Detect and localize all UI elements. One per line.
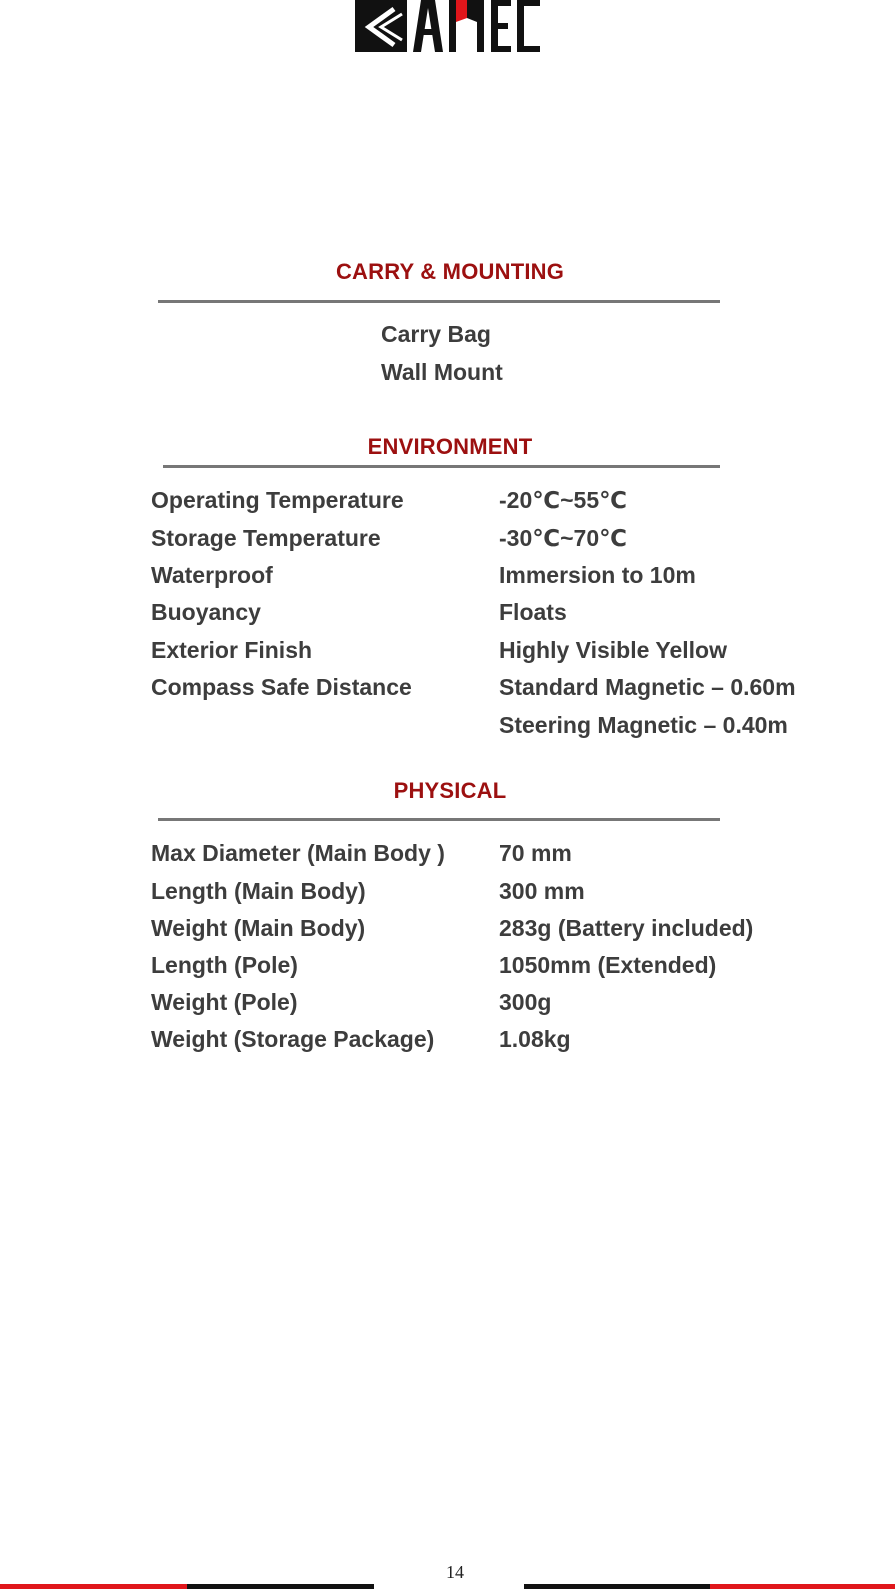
env-label: Waterproof — [151, 562, 273, 588]
carry-mounting-rule — [158, 300, 720, 303]
phys-label: Length (Main Body) — [151, 878, 366, 904]
environment-heading: ENVIRONMENT — [367, 434, 533, 459]
physical-rule — [158, 818, 720, 821]
phys-value: 283g (Battery included) — [499, 915, 754, 941]
environment-rule — [163, 465, 720, 468]
env-label: Storage Temperature — [151, 525, 381, 551]
phys-value: 300g — [499, 989, 552, 1015]
footer-bar-red-left — [0, 1584, 187, 1589]
phys-value: 1.08kg — [499, 1026, 571, 1052]
footer-bar-black-right — [524, 1584, 710, 1589]
env-value: Standard Magnetic – 0.60m — [499, 674, 796, 700]
env-value: -20℃~55℃ — [499, 487, 627, 513]
carry-item: Carry Bag — [381, 321, 491, 347]
phys-label: Max Diameter (Main Body ) — [151, 840, 445, 866]
page-number: 14 — [446, 1562, 464, 1582]
phys-value: 70 mm — [499, 840, 572, 866]
carry-item: Wall Mount — [381, 359, 503, 385]
env-value: Steering Magnetic – 0.40m — [499, 712, 788, 738]
footer-bar-red-right — [710, 1584, 895, 1589]
phys-value: 300 mm — [499, 878, 585, 904]
env-label: Compass Safe Distance — [151, 674, 412, 700]
footer-bar-black-left — [187, 1584, 374, 1589]
phys-label: Weight (Main Body) — [151, 915, 366, 941]
env-label: Buoyancy — [151, 599, 261, 625]
env-label: Exterior Finish — [151, 637, 313, 663]
physical-heading: PHYSICAL — [393, 778, 507, 803]
env-value: Immersion to 10m — [499, 562, 696, 588]
carry-mounting-heading: CARRY & MOUNTING — [335, 259, 565, 284]
env-label: Operating Temperature — [151, 487, 404, 513]
phys-label: Length (Pole) — [151, 952, 298, 978]
env-value: Highly Visible Yellow — [499, 637, 727, 663]
env-value: -30℃~70℃ — [499, 525, 627, 551]
env-value: Floats — [499, 599, 567, 625]
amec-logo — [355, 0, 544, 52]
phys-label: Weight (Storage Package) — [151, 1026, 435, 1052]
phys-value: 1050mm (Extended) — [499, 952, 717, 978]
phys-label: Weight (Pole) — [151, 989, 298, 1015]
